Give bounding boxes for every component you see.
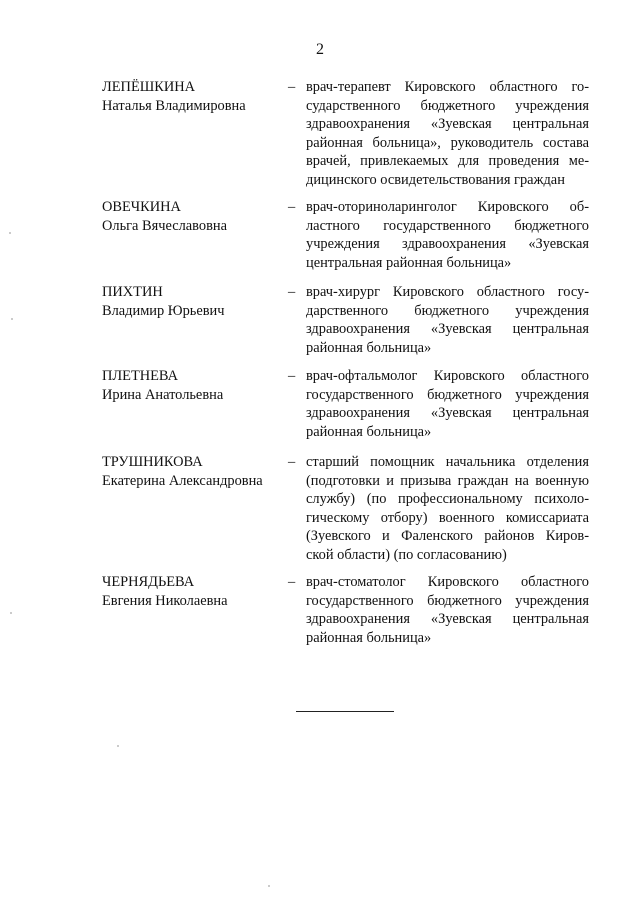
role-line: государственного бюджетного учреждения xyxy=(306,592,589,609)
member-surname: ЛЕПЁШКИНА xyxy=(102,79,196,95)
role-line: ластного государственного бюджетного xyxy=(306,217,589,234)
member-role xyxy=(306,573,589,647)
member-surname: ЧЕРНЯДЬЕВА xyxy=(102,574,195,590)
role-line: районная больница» xyxy=(306,629,432,646)
role-line: службу) (по профессиональному психоло- xyxy=(306,491,589,508)
dash-separator: – xyxy=(288,368,296,384)
dash-separator: – xyxy=(288,79,296,95)
role-line: районная больница» xyxy=(306,339,432,356)
member-surname: ПЛЕТНЕВА xyxy=(102,368,178,384)
member-role xyxy=(306,198,589,272)
role-line: старший помощник начальника отделения xyxy=(306,454,589,470)
role-line: врач-хирург Кировского областного госу- xyxy=(306,284,589,300)
role-line: дицинского освидетельствования граждан xyxy=(306,171,565,188)
member-given-names: Ольга Вячеславовна xyxy=(102,217,227,234)
role-line: государственного бюджетного учреждения xyxy=(306,386,589,403)
member-surname: ПИХТИН xyxy=(102,284,163,300)
member-role xyxy=(306,283,589,357)
role-line: здравоохранения «Зуевская центральная xyxy=(306,611,589,628)
member-given-names: Владимир Юрьевич xyxy=(102,302,225,319)
role-line: районная больница» xyxy=(306,423,432,440)
page-number: 2 xyxy=(316,41,324,58)
scan-speck xyxy=(10,612,12,614)
member-role xyxy=(306,78,589,190)
member-role xyxy=(306,453,589,565)
role-line: гическому отбору) военного комиссариата xyxy=(306,509,589,526)
role-line: врач-оториноларинголог Кировского об- xyxy=(306,199,589,215)
scan-speck xyxy=(9,232,11,234)
role-line: центральная районная больница» xyxy=(306,254,512,271)
member-surname: ОВЕЧКИНА xyxy=(102,199,181,215)
member-name xyxy=(102,367,282,404)
role-line: врач-терапевт Кировского областного го- xyxy=(306,79,589,95)
member-given-names: Ирина Анатольевна xyxy=(102,386,224,403)
dash-separator: – xyxy=(288,284,296,300)
scan-speck xyxy=(11,318,13,320)
scan-speck xyxy=(117,745,119,747)
role-line: районная больница», руководитель состава xyxy=(306,134,589,151)
member-name xyxy=(102,78,282,115)
role-line: дарственного бюджетного учреждения xyxy=(306,302,589,319)
scan-speck xyxy=(268,885,270,887)
role-line: врач-офтальмолог Кировского областного xyxy=(306,368,589,384)
end-of-list-rule xyxy=(296,711,394,712)
member-surname: ТРУШНИКОВА xyxy=(102,454,203,470)
member-name xyxy=(102,198,282,235)
dash-separator: – xyxy=(288,199,296,215)
dash-separator: – xyxy=(288,574,296,590)
dash-separator: – xyxy=(288,454,296,470)
role-line: (подготовки и призыва граждан на военную xyxy=(306,472,589,489)
member-given-names: Евгения Николаевна xyxy=(102,592,228,609)
member-given-names: Наталья Владимировна xyxy=(102,97,246,114)
member-name xyxy=(102,283,282,320)
role-line: (Зуевского и Фаленского районов Киров- xyxy=(306,528,589,545)
member-name xyxy=(102,573,282,610)
role-line: ской области) (по согласованию) xyxy=(306,546,507,563)
member-given-names: Екатерина Александровна xyxy=(102,472,263,489)
role-line: здравоохранения «Зуевская центральная xyxy=(306,321,589,338)
role-line: врачей, привлекаемых для проведения ме- xyxy=(306,153,589,170)
member-name xyxy=(102,453,282,490)
member-role xyxy=(306,367,589,441)
role-line: здравоохранения «Зуевская центральная xyxy=(306,116,589,133)
role-line: учреждения здравоохранения «Зуевская xyxy=(306,236,589,253)
role-line: здравоохранения «Зуевская центральная xyxy=(306,405,589,422)
role-line: врач-стоматолог Кировского областного xyxy=(306,574,589,590)
role-line: сударственного бюджетного учреждения xyxy=(306,97,589,114)
